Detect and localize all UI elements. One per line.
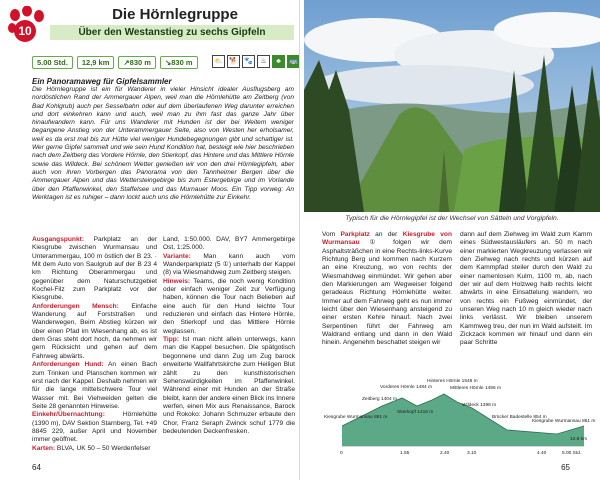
svg-text:Zeitberg 1404 m: Zeitberg 1404 m [362,397,397,402]
tour-number-badge: 10 [14,20,36,42]
info-block: Land, 1:50.000. DAV, BY7 Ammergebirge Ost, 1:25.000. [163,236,295,252]
svg-text:3.10: 3.10 [467,451,477,456]
route-text-column-1: Vom Parkplatz an der Kiesgrube von Wurmansau ① folgen wir dem Asphaltsträßchen in eine Rechts-links-Kurve Richtung Berg und kommen nach Kurzem an eine Kreuzung, wo von rechts der Wiesmahdweg einmündet. Wir gehen aber den Markierungen am Wegweiser folgend geradeaus Richtung Hörnlehütte weiter. Immer auf dem Fahrweg geht es nun immer leicht über den Wiesenhang ansteigend zu einer ersten Kehre hinauf. Nach zwei Serpentinen führt der Fahrweg am Waldrand entlang und dann in den Wald hinein. Angenehm beschattet steigen wir [322,231,452,347]
info-block: Anforderungen Mensch: Einfache Wanderung auf Forststraßen und Wanderwegen, Beim Abstieg kürzen wir über einen Pfad im Wiesenhang ab, es ist dem Gras steht dort hoch, da nehmen wir gern Rücksicht und gehen auf dem Fahrweg abwärts. [32,302,157,360]
svg-text:Stierkopf 1416 m: Stierkopf 1416 m [397,410,434,415]
stat-distance: 12,9 km [77,56,115,69]
svg-text:Wildeck 1398 m: Wildeck 1398 m [462,403,497,408]
svg-text:12.9 km: 12.9 km [570,437,588,442]
svg-text:2.40: 2.40 [440,451,450,456]
photo-caption: Typisch für die Hörnlegipfel ist der Wechsel von Sätteln und Vorgipfeln. [345,215,559,222]
svg-text:1.55: 1.55 [400,451,410,456]
intro-heading: Ein Panoramaweg für Gipfelsammler [32,77,172,86]
right-page [300,0,600,480]
info-block: Ausgangspunkt: Parkplatz an der Kiesgrube zwischen Wurmansau und Unterammergau, 100 m östlich der B 23. · Mit dem Auto von Saulgrub auf der B 23 4 km Richtung Oberammergau und gegenüber dem Naturschutzgebiet Kochel-Filz zum Parkplatz vor der Kiesgrube. [32,236,157,302]
page-number-right: 65 [561,463,570,472]
info-block: Einkehr/Übernachtung: Hörnlehütte (1390 m), DAV Sektion Starnberg, Tel. +49 8845 229, außer April und November immer geöffnet. [32,411,157,444]
tour-icons [212,55,300,68]
info-block: Hinweis: Teams, die noch wenig Kondition oder einfach weniger Zeit zur Verfügung haben, können die Tour nach Belieben auf eine auch für den Hund leichte Tour reduzieren und einfach das Hintere Hörnle, den Stierkopf und das Mittlere Hörnle weglassen. [163,277,295,335]
svg-text:0: 0 [340,451,343,456]
info-block: Anforderungen Hund: An einen Bach zum Trinken und Planschen kommen wir erst nach der Kappel. Deshalb nehmen wir für die lange mittelschwere Tour viel Wasser mit. Bei Viehweiden gelten die Seite 28 genannten Hinweise. [32,361,157,410]
info-column-2 [163,236,295,436]
forest-icon: ♣ [272,55,285,68]
svg-text:4.40: 4.40 [537,451,547,456]
stat-descent: ↘830 m [160,56,198,69]
info-block: Tipp: Ist man nicht allein unterwegs, kann man die Kappel besuchen. Die spätgotisch begonnene und dann Zug um Zug barock erweiterte Wallfahrtskirche zum Heiligen Blut zählt zu den kunsthistorischen Sehenswürdigkeiten im Pfaffenwinkel. Während einer mit Hunden an der Straße bleibt, kann der andere einen Blick ins Innere werfen, einen Mix aus Renaissance, Barock und Rokoko: Johann Schmuzer erbaute den Chor, Franz Seraph Zwinck schuf 1779 die bedeutenden Deckenfresken. [163,336,295,435]
svg-text:5.00 Std.: 5.00 Std. [562,451,582,456]
svg-text:Kiesgrube Wurmansau 861 m: Kiesgrube Wurmansau 861 m [532,419,596,424]
svg-text:Vorderes Hörnle 1484 m: Vorderes Hörnle 1484 m [380,385,433,390]
stat-duration: 5.00 Std. [32,56,73,69]
route-text-column-2: dann auf dem Ziehweg im Wald zum Kamm eines Südwestausläufers an. 50 m nach einer markierten Wegkreuzung verlassen wir den Ziehweg nach rechts und kürzen auf dem Kammpfad steiler durch den Wald zu einer namenlosen Kulm, 1100 m, ab, nach der wir auf dem Holzweg halb rechts leicht abwärts in eine Einsattelung wandern, wo von rechts ein Fußweg einmündet, der unseren Weg nach 10 m gleich wieder nach links verlässt. Wir bleiben unserem Kammweg treu, der nun im Wald aufsteilt. Im Zickzack kommen wir hinauf und dann ein paar Schritte [460,231,592,347]
page-title: Die Hörnlegruppe [112,6,238,23]
water-icon: ♨ [257,55,270,68]
landscape-photo [304,0,600,212]
tour-stats [32,56,198,69]
svg-text:Kiesgrube Wurmansau 861 m: Kiesgrube Wurmansau 861 m [324,415,388,420]
paw-small-icon: 🐾 [242,55,255,68]
intro-text: Die Hörnlegruppe ist ein für Wanderer in vieler Hinsicht idealer Ausflugsberg am nordöstlichen Rand der Ammergauer Alpen, weil man die Hörnlehütte am Zeitberg (von Bad Kohlgrub) auch per Sesselbahn oder auf dem überlaufenen Weg darunter erreichen und dort einkehren kann und auch, weil man zu ihm fast das ganze Jahr über hinaufwandern kann. Für uns Wanderer mit Hunden ist der bei Weitem weniger begangene Anstieg von der Unterammergauer Seite, also von Westen her erholsamer, weil es da erst mal bis zur Hütte viel weniger Hundebegegnungen gibt und schattiger ist. Wer gerne Gipfel sammelt und wie sein Hund Kondition hat, besteigt wie hier beschrieben nach dem Zeitberg das Vordere Hörnle, den Stierkopf, das Hintere und das Mittlere Hörnle sowie das Wildeck. Bei schönem Wetter genießen wir von den drei Hörnlegipfeln, aber auch von ihren Vorbergen das Panorama von den Tannheimer Bergen über die Ammergauer Alpen und das Wettersteingebirge bis zum Estergebirge und im Vorlande über den Pfaffenwinkel, den Staffelsee und das Murnauer Moos. Ein Tipp vorweg: An Werktagen ist es ruhiger – dann lockt auch uns die Hörnlehütte zur Einkehr. [32,86,294,201]
page-number-left: 64 [32,463,41,472]
info-block: Variante: Man kann auch vom Wanderparkplatz (5 ①) unterhalb der Kappel (8) via Wiesmahdweg zum Zeitberg steigen. [163,252,295,277]
svg-text:Brücke/ Badestelle 854 m: Brücke/ Badestelle 854 m [492,415,547,420]
stat-ascent: ↗830 m [118,56,156,69]
elevation-profile [322,378,596,460]
info-column-1 [32,236,157,453]
svg-text:Mittleres Hörnle 1496 m: Mittleres Hörnle 1496 m [450,386,501,391]
dog-icon: 🐕 [227,55,240,68]
page-subtitle: Über den Westanstieg zu sechs Gipfeln [50,25,294,40]
svg-text:Hinteres Hörnle 1548 m: Hinteres Hörnle 1548 m [427,379,478,384]
weather-icon: ⛅ [212,55,225,68]
info-block: Karten: BLVA, UK 50 – 50 Werdenfelser [32,444,151,452]
bus-icon: 🚌 [287,55,300,68]
